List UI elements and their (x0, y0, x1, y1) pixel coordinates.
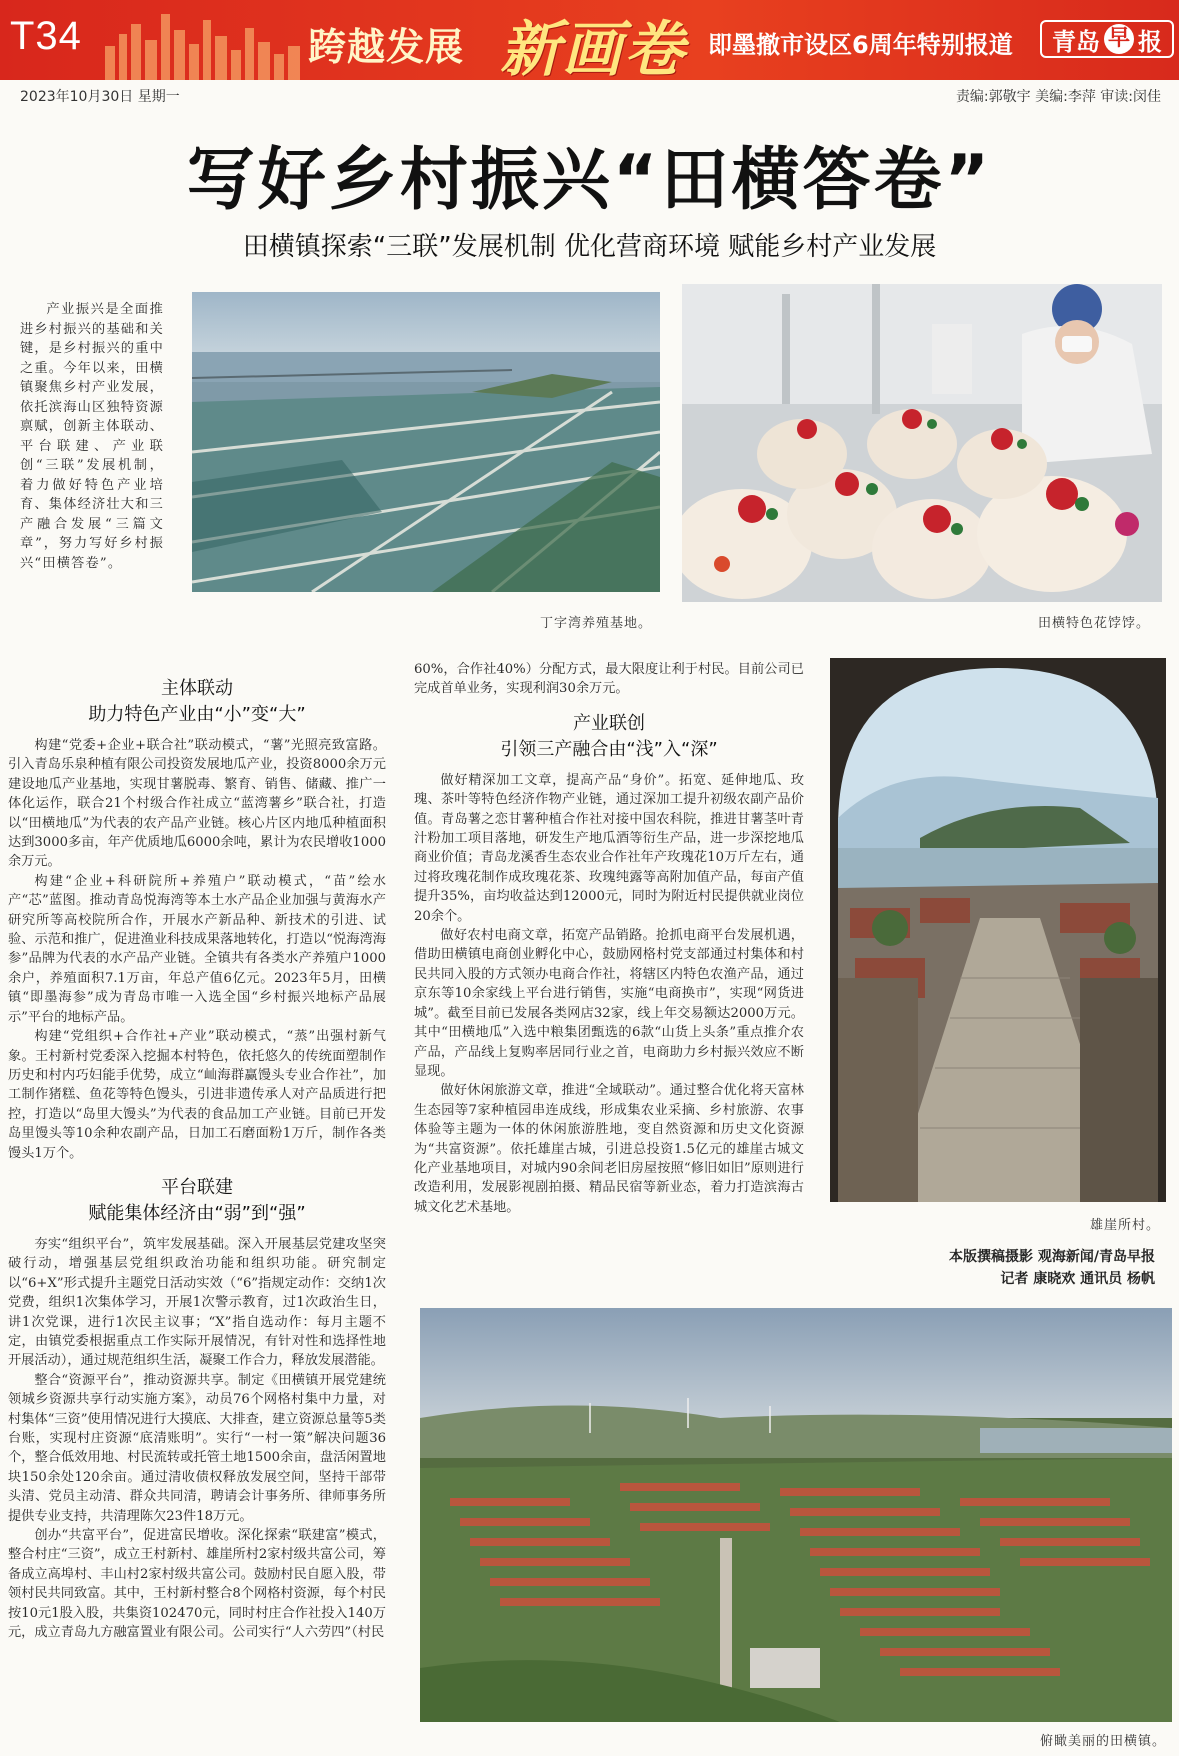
caption-aquaculture: 丁字湾养殖基地。 (540, 616, 653, 631)
paragraph: 做好休闲旅游文章，推进“全域联动”。通过整合优化将天富林生态园等7家种植园串连成线，形成集农业采摘、乡村旅游、农事体验等主题为一体的休闲旅游胜地，变自然资源和历史文化资源为“共富资源”。依托雄崖古城，引进总投资1.5亿元的雄崖古城文化产业基地项目，对城内90余间老旧房屋按照“修旧如旧”原则进行改造利用，发展影视剧拍摄、精品民宿等新业态，着力打造滨海古城文化艺术基地。 (414, 1083, 804, 1215)
intro-text: 产业振兴是全面推进乡村振兴的基础和关键，是乡村振兴的重中之重。今年以来，田横镇聚焦乡村产业发展，依托滨海山区独特资源禀赋，创新主体联动、平台联建、产业联创“三联”发展机制，着力做好特色产业培育、集体经济壮大和三产融合发展“三篇文章”，努力写好乡村振兴“田横答卷”。 (20, 302, 164, 571)
page-subheadline: 田横镇探索“三联”发展机制 优化营商环境 赋能乡村产业发展 (242, 232, 937, 262)
article-column-2 (414, 660, 804, 1217)
town-aerial-photo-icon (420, 1308, 1172, 1722)
paragraph: 创办“共富平台”，促进富民增收。深化探索“联建富”模式，整合村庄“三资”，成立王村新村、雄崖所村2家村级共富公司，筹备成立高埠村、丰山村2家村级共富公司。鼓励村民自愿入股，带领村民共同致富。其中，王村新村整合8个网格村资源，每个村民按10元1股入股，共集资102470元，同时村庄合作社投入140万元，成立青岛九方融富置业有限公司。公司实行“人六劳四”（村民 (8, 1528, 386, 1641)
photo-tianheng-aerial (420, 1308, 1172, 1722)
caption-tianheng-aerial: 俯瞰美丽的田横镇。 (1040, 1734, 1167, 1749)
credit-line: 本版撰稿摄影 观海新闻/青岛早报 (949, 1249, 1155, 1265)
banner-title-calligraphy: 新画卷 (500, 15, 686, 80)
credit-line: 记者 康晓欢 通讯员 杨帆 (1000, 1271, 1155, 1287)
newspaper-logo (1040, 20, 1174, 58)
masthead-banner (0, 0, 1179, 80)
article-credit (949, 1246, 1155, 1290)
section-title-line: 引领三产融合由“浅”入“深” (500, 738, 718, 760)
section-title-line: 助力特色产业由“小”变“大” (88, 704, 306, 725)
paragraph-continued: 60%，合作社40%）分配方式，最大限度让利于村民。目前公司已完成首单业务，实现利润30余万元。 (414, 662, 804, 697)
article-column-1 (8, 672, 386, 1642)
flower-buns-photo-icon (682, 284, 1162, 602)
editor-credits: 责编:郭敬宇 美编:李萍 审读:闵佳 (955, 89, 1161, 105)
logo-text-3: 报 (1138, 27, 1162, 56)
section-heading-s2 (8, 1175, 386, 1227)
section-title-line: 主体联动 (161, 678, 233, 699)
banner-title: 跨越发展 (308, 25, 465, 69)
section-heading-s1 (8, 676, 386, 728)
caption-xiongyasuo: 雄崖所村。 (1090, 1218, 1161, 1233)
logo-text-2: 早 (1104, 24, 1134, 54)
banner-subtitle: 即墨撤市设区6周年特别报道 (708, 31, 1013, 59)
paragraph: 整合“资源平台”，推动资源共享。制定《田横镇开展党建统领城乡资源共享行动实施方案》，动员76个网格村集中力量，对村集体“三资”使用情况进行大摸底、大排查，建立资源总量等5类台账，实现村庄资源“底清账明”。实行“一村一策”解决问题36个，整合低效用地、村民流转或托管土地1500余亩，盘活闲置地块150余处120余亩。通过清收债权释放发展空间，坚持干部带头清、党员主动清、群众共同清，聘请会计事务所、律师事务所提供专业支持，共清理陈欠23件18万元。 (8, 1372, 386, 1524)
photo-aquaculture-base (192, 292, 660, 592)
paragraph: 做好农村电商文章，拓宽产品销路。抢抓电商平台发展机遇，借助田横镇电商创业孵化中心，鼓励网格村党支部通过村集体和村民共同入股的方式领办电商合作社，将辖区内特色农渔产品，通过京东等10余家线上平台进行销售，实施“电商换市”，实现“网货进城”。截至目前已发展各类网店32家，线上年交易额达2000万元。其中“田横地瓜”入选中粮集团甄选的6款“山货上头条”重点推介农产品，产品线上复购率居同行业之首，电商助力乡村振兴效应不断显现。 (414, 928, 804, 1079)
section-title-line: 赋能集体经济由“弱”到“强” (88, 1202, 306, 1224)
section-title-line: 平台联建 (161, 1176, 233, 1198)
photo-flower-buns (682, 284, 1162, 602)
paragraph: 构建“党组织+合作社+产业”联动模式，“蒸”出强村新气象。王村新村党委深入挖掘本村特色，依托悠久的传统面塑制作历史和村内巧妇能手优势，成立“屾海群赢馒头专业合作社”，加工制作猪糕、鱼花等特色馒头，引进非遗传承人对产品质进行把控，打造以“岛里大馒头”为代表的食品加工产业链。目前已开发岛里馒头等10余种农副产品，日加工石磨面粉1万斤，制作各类馒头1万个。 (8, 1029, 386, 1161)
paragraph: 夯实“组织平台”，筑牢发展基础。深入开展基层党建攻坚突破行动，增强基层党组织政治功能和组织功能。研究制定以“6+X”形式提升主题党日活动实效（“6”指规定动作：交纳1次党费，组织1次集体学习，开展1次警示教育，过1次政治生日，讲1次党课，进行1次民主议事；“X”指自选动作：每月主题不定，由镇党委根据重点工作实际开展情况，有针对性和选择性地开展活动），通过规范组织生活，凝聚工作合力，释放发展潜能。 (8, 1236, 386, 1369)
section-heading-s3 (414, 711, 804, 763)
paragraph: 做好精深加工文章，提高产品“身价”。拓宽、延伸地瓜、玫瑰、茶叶等特色经济作物产业链，通过深加工提升初级农副产品价值。青岛薯之恋甘薯种植合作社对接中国农科院，推进甘薯茎叶青汁粉加工项目落地，研发生产地瓜酒等衍生产品，进一步深挖地瓜商业价值；青岛龙溪香生态农业合作社年产玫瑰花10万斤左右，通过将玫瑰花制作成玫瑰花茶、玫瑰纯露等高附加值产品，每亩产值提升35%，亩均收益达到12000元，同时为附近村民提供就业岗位20余个。 (414, 772, 804, 924)
logo-text-1: 青岛 (1052, 27, 1100, 56)
page-number: T34 (10, 14, 82, 58)
photo-xiongyasuo-village (830, 658, 1166, 1202)
section-title-line: 产业联创 (573, 712, 645, 734)
city-skyline-icon (95, 6, 315, 80)
aquaculture-photo-icon (192, 292, 660, 592)
caption-flower-buns: 田横特色花饽饽。 (1038, 616, 1151, 631)
issue-date: 2023年10月30日 星期一 (20, 89, 180, 105)
paragraph: 构建“党委+企业+联合社”联动模式，“薯”光照亮致富路。引入青岛乐泉种植有限公司投资发展地瓜产业，投资8000余万元建设地瓜产业基地，实现甘薯脱毒、繁育、销售、储藏、推广一体化运作，联合21个村级合作社成立“蓝湾薯乡”联合社，打造以“田横地瓜”为代表的农产品产业链。核心片区内地瓜种植面积达到3000多亩，年产优质地瓜6000余吨，累计为农民增收1000余万元。 (8, 738, 386, 870)
intro-paragraph (20, 300, 164, 573)
village-arch-photo-icon (830, 658, 1166, 1202)
paragraph: 构建“企业+科研院所+养殖户”联动模式，“苗”绘水产“芯”蓝图。推动青岛悦海湾等本土水产品企业加强与黄海水产研究所等高校院所合作，开展水产新品种、新技术的引进、试验、示范和推广，促进渔业科技成果落地转化，打造以“悦海湾海参”品牌为代表的水产品产业链。全镇共有各类水产养殖户1000余户，养殖面积7.1万亩，年总产值6亿元。2023年5月，田横镇“即墨海参”成为青岛市唯一入选全国“乡村振兴地标产品展示”平台的地标产品。 (8, 873, 386, 1025)
page-headline: 写好乡村振兴“田横答卷” (186, 141, 993, 220)
